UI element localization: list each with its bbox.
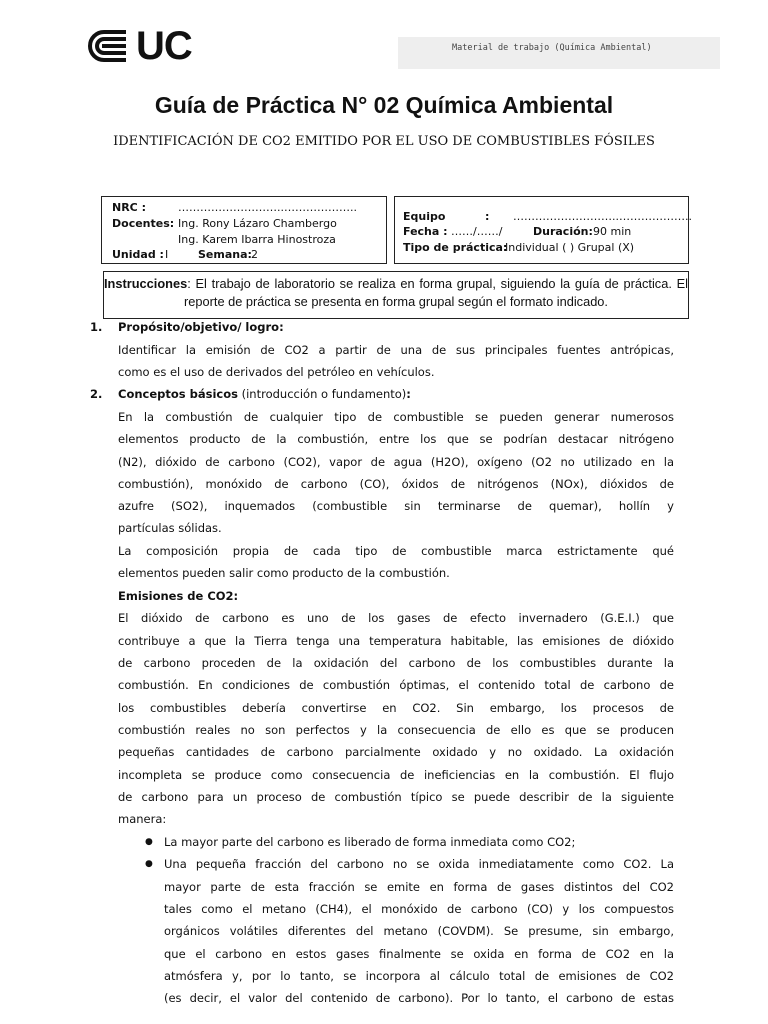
bullet2-line: orgánicos volátiles diferentes del metano (COVDM). Se presume, sin embargo,: [164, 924, 674, 938]
para1-line: combustión), monóxido de carbono (CO), óxidos de nitrógenos (NOx), dióxidos de: [118, 477, 674, 491]
section-1-line: como es el uso de derivados del petróleo en vehículos.: [118, 365, 435, 379]
docente-2: Ing. Karem Ibarra Hinostroza: [178, 233, 336, 246]
tipo-label: Tipo de práctica:: [403, 241, 508, 254]
para3-line: combustión. En condiciones de combustión óptimas, el contenido total de carbono de: [118, 678, 674, 692]
fecha-label: Fecha :: [403, 225, 448, 238]
emisiones-subheading: Emisiones de CO2:: [118, 589, 239, 603]
logo-text: UC: [136, 24, 192, 68]
section-1-line: Identificar la emisión de CO2 a partir de una de sus principales fuentes antrópicas,: [118, 343, 674, 357]
bullet-marker: ●: [145, 859, 153, 869]
nrc-label: NRC :: [112, 201, 146, 214]
equipo-label: Equipo: [403, 210, 446, 223]
bullet-marker: ●: [145, 837, 153, 847]
para3-line: de carbono para un proceso de combustión típico se puede describir de la siguiente: [118, 790, 674, 804]
semana-label: Semana:: [198, 248, 252, 261]
instructions-text: : El trabajo de laboratorio se realiza en forma grupal, siguiendo la guía de práctica. El reporte de práctica se presenta en forma grupal según el formato indicado.: [184, 276, 688, 309]
para3-line: manera:: [118, 812, 167, 826]
bullet2-line: (es decir, el valor del contenido de carbono). Por lo tanto, el carbono de estas: [164, 991, 674, 1005]
duracion-label: Duración:: [533, 225, 593, 238]
para1-line: azufre (SO2), inquemados (combustible sin terminarse de quemar), hollín y: [118, 499, 674, 513]
instructions-box: [103, 271, 689, 319]
docentes-label: Docentes:: [112, 217, 175, 230]
material-header-box: [398, 37, 720, 69]
section-1-number: 1.: [90, 320, 103, 334]
bullet2-line: Una pequeña fracción del carbono no se oxida inmediatamente como CO2. La: [164, 857, 674, 871]
page-title: Guía de Práctica N° 02 Química Ambiental: [154, 92, 614, 118]
team-info-box: [394, 196, 692, 264]
semana-value: 2: [251, 248, 258, 261]
unidad-label: Unidad :: [112, 248, 164, 261]
fecha-value: ……/……/: [451, 225, 503, 238]
para1-line: (N2), dióxido de carbono (CO2), vapor de agua (H2O), oxígeno (O2 no utilizado en la: [118, 455, 674, 469]
para3-line: El dióxido de carbono es uno de los gases de efecto invernadero (G.E.I.) que: [118, 611, 674, 625]
section-2-heading: Conceptos básicos (introducción o fundamento):: [118, 387, 411, 401]
page-subtitle: IDENTIFICACIÓN DE CO2 EMITIDO POR EL USO DE COMBUSTIBLES FÓSILES: [113, 134, 655, 149]
bullet2-line: mayor parte de esta fracción se emite en forma de gases distintos del CO2: [164, 880, 674, 894]
uc-logo-icon: [86, 28, 130, 64]
para3-line: contribuye a que la Tierra tenga una temperatura habitable, las emisiones de dióxido: [118, 634, 674, 648]
bullet1-line: La mayor parte del carbono es liberado de forma inmediata como CO2;: [164, 835, 576, 849]
unidad-value: I: [165, 248, 169, 261]
para1-line: En la combustión de cualquier tipo de combustible se pueden generar numerosos: [118, 410, 674, 424]
tipo-value: Individual ( ) Grupal (X): [505, 241, 635, 254]
para2-line: elementos pueden salir como producto de la combustión.: [118, 566, 450, 580]
nrc-value: ………………………..………………..: [178, 201, 357, 214]
para3-line: pequeñas cantidades de carbono parcialmente oxidado y no oxidado. La oxidación: [118, 745, 674, 759]
para3-line: combustión reales no son perfectos y la consecuencia de ello es que se producen: [118, 723, 674, 737]
equipo-value: ………………………..………………..: [513, 210, 692, 223]
para3-line: los combustibles debería convertirse en CO2. Sin embargo, los procesos de: [118, 701, 674, 715]
para1-line: elementos producto de la combustión, entre los que se podrían destacar nitrógeno: [118, 432, 674, 446]
equipo-separator: :: [485, 210, 490, 223]
bullet2-line: atmósfera y, por lo tanto, se incorpora al cálculo total de emisiones de CO2: [164, 969, 674, 983]
docente-1: Ing. Rony Lázaro Chambergo: [178, 217, 337, 230]
instructions-label: Instrucciones: [104, 276, 188, 291]
section-1-heading: Propósito/objetivo/ logro:: [118, 320, 284, 334]
section-2-number: 2.: [90, 387, 103, 401]
para1-line: partículas sólidas.: [118, 521, 222, 535]
duracion-value: 90 min: [593, 225, 632, 238]
material-label: Material de trabajo (Química Ambiental): [452, 43, 652, 53]
course-info-box: [101, 196, 387, 264]
uc-logo: [86, 26, 192, 66]
para2-line: La composición propia de cada tipo de combustible marca estrictamente qué: [118, 544, 674, 558]
bullet2-line: tales como el metano (CH4), el monóxido de carbono (CO) y los compuestos: [164, 902, 674, 916]
para3-line: incompleta se produce como consecuencia de ineficiencias en la combustión. El flujo: [118, 768, 674, 782]
para3-line: de carbono proceden de la oxidación del carbono de los combustibles durante la: [118, 656, 674, 670]
bullet2-line: que el carbono en estos gases finalmente se oxida en forma de CO2 en la: [164, 947, 674, 961]
